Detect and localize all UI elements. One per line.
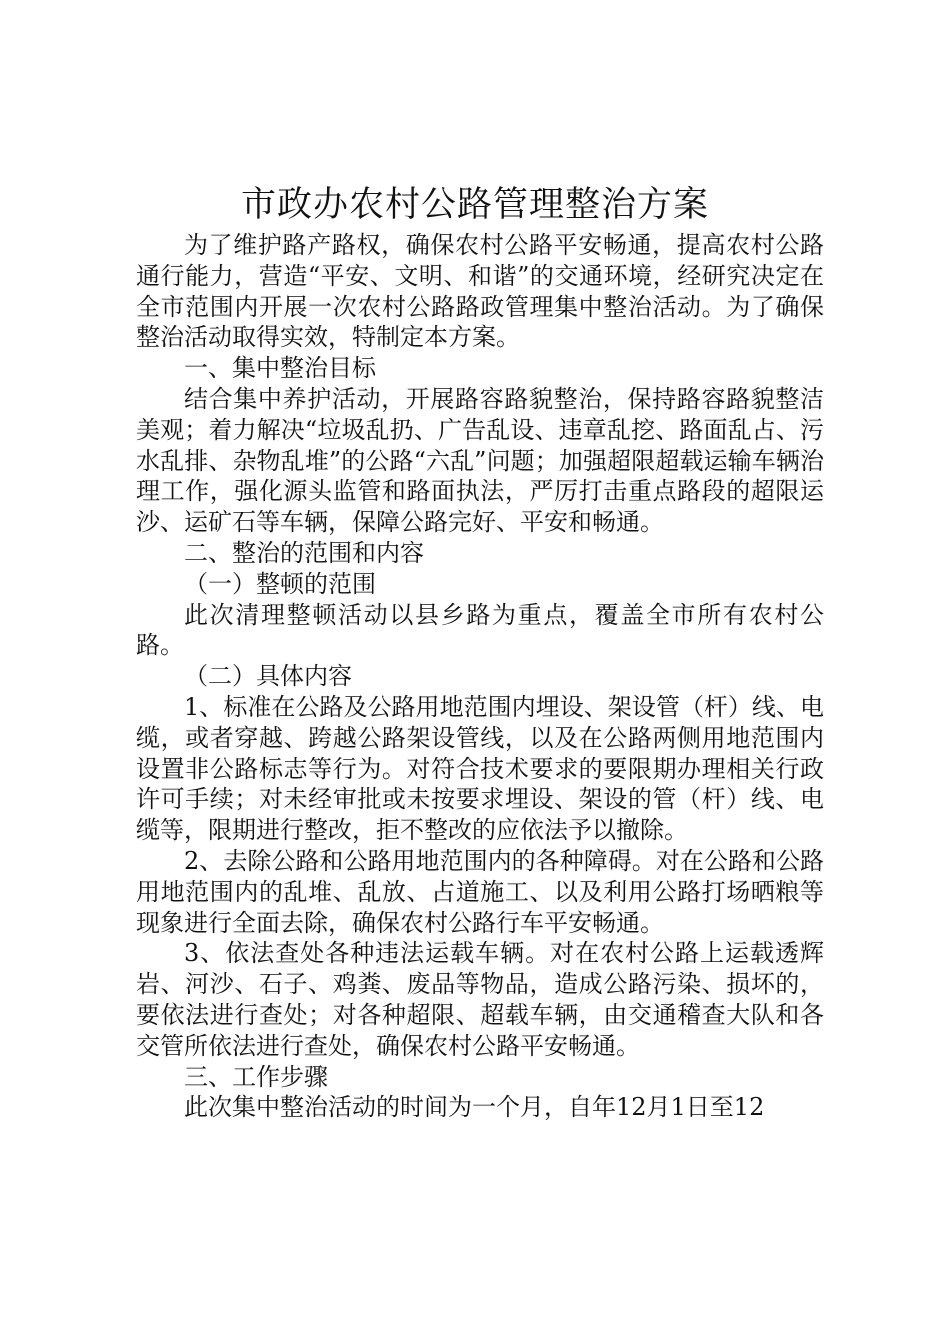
document-title: 市政办农村公路管理整治方案 [240, 185, 709, 225]
subsection-heading-scope: （一）整顿的范围 [184, 569, 376, 598]
paragraph-intro: 为了维护路产路权，确保农村公路平安畅通，提高农村公路通行能力，营造“平安、文明、和谐”的交通环境，经研究决定在全市范围内开展一次农村公路路政管理集中整治活动。为了确保整治活动取得实效，特制定本方案。 [136, 231, 824, 352]
subsection-heading-content: （二）具体内容 [184, 662, 352, 691]
section-heading-scope: 二、整治的范围和内容 [184, 538, 424, 567]
paragraph-item-3: 3、依法查处各种违法运载车辆。对在农村公路上运载透辉岩、河沙、石子、鸡粪、废品等物品，造成公路污染、损坏的，要依法进行查处；对各种超限、超载车辆，由交通稽查大队和各交管所依法进行查处，确保农村公路平安畅通。 [136, 939, 824, 1060]
paragraph-scope: 此次清理整顿活动以县乡路为重点，覆盖全市所有农村公路。 [136, 600, 824, 660]
paragraph-item-2: 2、去除公路和公路用地范围内的各种障碍。对在公路和公路用地范围内的乱堆、乱放、占道施工、以及利用公路打场晒粮等现象进行全面去除，确保农村公路行车平安畅通。 [136, 846, 824, 937]
section-heading-goals: 一、集中整治目标 [184, 354, 376, 383]
paragraph-item-1: 1、标准在公路及公路用地范围内埋设、架设管（杆）线、电缆，或者穿越、跨越公路架设管线，以及在公路两侧用地范围内设置非公路标志等行为。对符合技术要求的要限期办理相关行政许可手续；对未经审批或未按要求埋设、架设的管（杆）线、电缆等，限期进行整改，拒不整改的应依法予以撤除。 [136, 692, 824, 845]
paragraph-steps: 此次集中整治活动的时间为一个月，自年12月1日至12 [184, 1093, 765, 1122]
section-heading-steps: 三、工作步骤 [184, 1062, 328, 1091]
paragraph-goals: 结合集中养护活动，开展路容路貌整治，保持路容路貌整洁美观；着力解决“垃圾乱扔、广告乱设、违章乱挖、路面乱占、污水乱排、杂物乱堆”的公路“六乱”问题；加强超限超载运输车辆治理工作，强化源头监管和路面执法，严厉打击重点路段的超限运沙、运矿石等车辆，保障公路完好、平安和畅通。 [136, 384, 824, 537]
document-body [136, 230, 824, 1123]
